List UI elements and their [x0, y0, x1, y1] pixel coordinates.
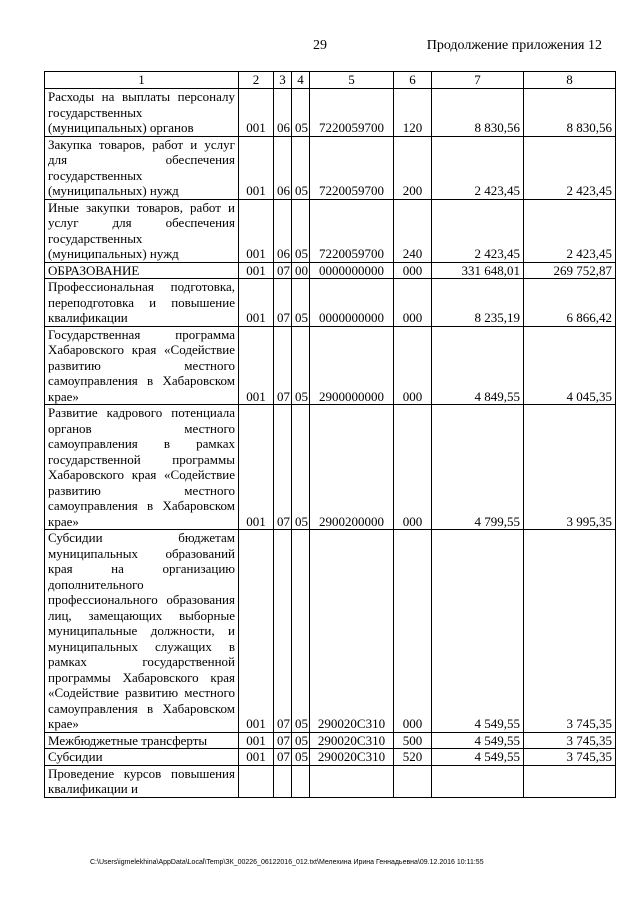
- table-row: [45, 279, 616, 327]
- code-expense-type: 000: [394, 405, 432, 530]
- code-section: 06: [274, 136, 292, 199]
- expense-name: Субсидии: [45, 749, 239, 766]
- code-section: 06: [274, 89, 292, 137]
- expense-name: Закупка товаров, работ и услуг для обеспечения государственных (муниципальных) нужд: [45, 136, 239, 199]
- code-subsection: 05: [292, 749, 310, 766]
- code-expense-type: 520: [394, 749, 432, 766]
- amount-col8: 2 423,45: [524, 199, 616, 262]
- appendix-continuation-note: Продолжение приложения 12: [426, 38, 602, 53]
- expense-name: Профессиональная подготовка, переподготовка и повышение квалификации: [45, 279, 239, 327]
- expense-name: Проведение курсов повышения квалификации и: [45, 765, 239, 797]
- expense-name: Субсидии бюджетам муниципальных образований края на организацию дополнительного профессионального образования лиц, замещающих выборные муниципальные должности, и муниципальных служащих в рамках государственной программы Хабаровского края «Содействие развитию местного самоуправления в Хабаровском крае»: [45, 530, 239, 733]
- table-row: [45, 89, 616, 137]
- column-header: 8: [524, 72, 616, 89]
- code-section: 07: [274, 732, 292, 749]
- code-target-article: 7220059700: [310, 199, 394, 262]
- column-header: 2: [239, 72, 274, 89]
- amount-col8: 4 045,35: [524, 326, 616, 405]
- amount-col7: 8 235,19: [432, 279, 524, 327]
- amount-col7: 4 849,55: [432, 326, 524, 405]
- code-section: [274, 765, 292, 797]
- column-header: 7: [432, 72, 524, 89]
- amount-col8: 6 866,42: [524, 279, 616, 327]
- amount-col7: 2 423,45: [432, 136, 524, 199]
- code-subsection: 05: [292, 530, 310, 733]
- amount-col7: 331 648,01: [432, 262, 524, 279]
- code-target-article: [310, 765, 394, 797]
- table-row: [45, 530, 616, 733]
- code-section: 07: [274, 749, 292, 766]
- expense-name: Развитие кадрового потенциала органов местного самоуправления в рамках государственной программы Хабаровского края «Содействие развитию местного самоуправления в Хабаровском крае»: [45, 405, 239, 530]
- amount-col8: [524, 765, 616, 797]
- code-expense-type: 200: [394, 136, 432, 199]
- code-section: 07: [274, 530, 292, 733]
- amount-col7: [432, 765, 524, 797]
- code-section: 07: [274, 405, 292, 530]
- column-header: 4: [292, 72, 310, 89]
- column-header: 5: [310, 72, 394, 89]
- code-ministry: 001: [239, 136, 274, 199]
- column-header: 3: [274, 72, 292, 89]
- code-ministry: 001: [239, 405, 274, 530]
- code-expense-type: 120: [394, 89, 432, 137]
- amount-col7: 2 423,45: [432, 199, 524, 262]
- table-row: [45, 405, 616, 530]
- code-expense-type: 240: [394, 199, 432, 262]
- code-section: 06: [274, 199, 292, 262]
- code-ministry: 001: [239, 530, 274, 733]
- amount-col7: 8 830,56: [432, 89, 524, 137]
- amount-col7: 4 549,55: [432, 530, 524, 733]
- amount-col8: 3 745,35: [524, 530, 616, 733]
- code-expense-type: 500: [394, 732, 432, 749]
- code-target-article: 2900200000: [310, 405, 394, 530]
- column-header: 1: [45, 72, 239, 89]
- expense-name: Иные закупки товаров, работ и услуг для обеспечения государственных (муниципальных) нужд: [45, 199, 239, 262]
- code-section: 07: [274, 262, 292, 279]
- amount-col7: 4 549,55: [432, 732, 524, 749]
- code-expense-type: 000: [394, 326, 432, 405]
- code-target-article: 290020С310: [310, 749, 394, 766]
- code-subsection: 05: [292, 279, 310, 327]
- code-target-article: 0000000000: [310, 279, 394, 327]
- code-target-article: 7220059700: [310, 89, 394, 137]
- amount-col8: 3 745,35: [524, 732, 616, 749]
- table-row: [45, 262, 616, 279]
- table-header-row: [45, 72, 616, 89]
- table-row: [45, 326, 616, 405]
- code-expense-type: 000: [394, 279, 432, 327]
- code-subsection: 00: [292, 262, 310, 279]
- expense-name: Расходы на выплаты персоналу государственных (муниципальных) органов: [45, 89, 239, 137]
- column-header: 6: [394, 72, 432, 89]
- code-target-article: 7220059700: [310, 136, 394, 199]
- amount-col8: 8 830,56: [524, 89, 616, 137]
- code-ministry: 001: [239, 279, 274, 327]
- code-target-article: 2900000000: [310, 326, 394, 405]
- table-row: [45, 765, 616, 797]
- code-subsection: [292, 765, 310, 797]
- code-section: 07: [274, 326, 292, 405]
- code-expense-type: 000: [394, 262, 432, 279]
- code-subsection: 05: [292, 199, 310, 262]
- code-ministry: 001: [239, 326, 274, 405]
- expense-name: ОБРАЗОВАНИЕ: [45, 262, 239, 279]
- table-row: [45, 136, 616, 199]
- table-row: [45, 732, 616, 749]
- table-row: [45, 199, 616, 262]
- code-subsection: 05: [292, 89, 310, 137]
- budget-table: [44, 71, 616, 798]
- page-number: 29: [313, 38, 327, 53]
- code-target-article: 290020С310: [310, 732, 394, 749]
- amount-col8: 3 995,35: [524, 405, 616, 530]
- amount-col8: 2 423,45: [524, 136, 616, 199]
- table-row: [45, 749, 616, 766]
- expense-name: Межбюджетные трансферты: [45, 732, 239, 749]
- code-expense-type: [394, 765, 432, 797]
- amount-col7: 4 549,55: [432, 749, 524, 766]
- amount-col8: 269 752,87: [524, 262, 616, 279]
- code-subsection: 05: [292, 405, 310, 530]
- amount-col8: 3 745,35: [524, 749, 616, 766]
- code-target-article: 0000000000: [310, 262, 394, 279]
- code-ministry: 001: [239, 732, 274, 749]
- code-ministry: 001: [239, 262, 274, 279]
- code-section: 07: [274, 279, 292, 327]
- code-ministry: [239, 765, 274, 797]
- code-expense-type: 000: [394, 530, 432, 733]
- code-ministry: 001: [239, 199, 274, 262]
- code-subsection: 05: [292, 732, 310, 749]
- code-target-article: 290020С310: [310, 530, 394, 733]
- code-ministry: 001: [239, 89, 274, 137]
- expense-name: Государственная программа Хабаровского края «Содействие развитию местного самоуправления в Хабаровском крае»: [45, 326, 239, 405]
- code-subsection: 05: [292, 326, 310, 405]
- code-subsection: 05: [292, 136, 310, 199]
- code-ministry: 001: [239, 749, 274, 766]
- file-path-footer: C:\Users\igmelekhina\AppData\Local\Temp\ЗК_00226_06122016_012.txt\Мелехина Ирина Геннадьевна\09.12.2016 10:11:55: [90, 859, 484, 866]
- amount-col7: 4 799,55: [432, 405, 524, 530]
